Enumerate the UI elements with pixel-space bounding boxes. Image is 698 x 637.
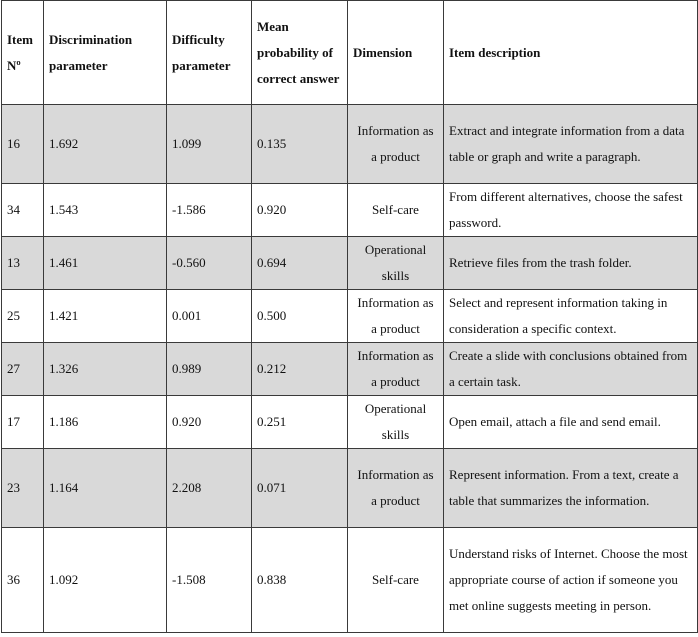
cell-difficulty: 0.001	[167, 290, 252, 343]
cell-difficulty: 2.208	[167, 449, 252, 528]
cell-discrimination: 1.543	[44, 184, 167, 237]
cell-dimension: Information as a product	[348, 290, 444, 343]
cell-mean-probability: 0.920	[252, 184, 348, 237]
cell-description: Select and represent information taking in consideration a specific context.	[444, 290, 698, 343]
table-row	[2, 237, 698, 290]
cell-difficulty: -0.560	[167, 237, 252, 290]
cell-mean-probability: 0.694	[252, 237, 348, 290]
cell-discrimination: 1.421	[44, 290, 167, 343]
header-discrimination: Discrimination parameter	[44, 1, 167, 105]
cell-description: From different alternatives, choose the safest password.	[444, 184, 698, 237]
table-row	[2, 105, 698, 184]
header-item-number: Item Nº	[2, 1, 44, 105]
table-row	[2, 449, 698, 528]
header-item-description: Item description	[444, 1, 698, 105]
cell-dimension: Self-care	[348, 184, 444, 237]
cell-discrimination: 1.692	[44, 105, 167, 184]
table-header-row	[2, 1, 698, 105]
cell-item: 34	[2, 184, 44, 237]
cell-dimension: Information as a product	[348, 343, 444, 396]
cell-item: 16	[2, 105, 44, 184]
cell-item: 27	[2, 343, 44, 396]
cell-mean-probability: 0.135	[252, 105, 348, 184]
cell-difficulty: -1.508	[167, 528, 252, 633]
cell-difficulty: 0.989	[167, 343, 252, 396]
cell-item: 13	[2, 237, 44, 290]
header-difficulty: Difficulty parameter	[167, 1, 252, 105]
table-row	[2, 396, 698, 449]
cell-description: Understand risks of Internet. Choose the most appropriate course of action if someone you met online suggests meeting in person.	[444, 528, 698, 633]
cell-description: Retrieve files from the trash folder.	[444, 237, 698, 290]
cell-difficulty: 0.920	[167, 396, 252, 449]
cell-dimension: Self-care	[348, 528, 444, 633]
cell-discrimination: 1.326	[44, 343, 167, 396]
cell-mean-probability: 0.251	[252, 396, 348, 449]
cell-mean-probability: 0.212	[252, 343, 348, 396]
header-mean-probability: Mean probability of correct answer	[252, 1, 348, 105]
cell-description: Extract and integrate information from a data table or graph and write a paragraph.	[444, 105, 698, 184]
cell-discrimination: 1.186	[44, 396, 167, 449]
table-row	[2, 343, 698, 396]
cell-description: Open email, attach a file and send email.	[444, 396, 698, 449]
cell-dimension: Information as a product	[348, 105, 444, 184]
table-row	[2, 528, 698, 633]
cell-item: 36	[2, 528, 44, 633]
cell-discrimination: 1.164	[44, 449, 167, 528]
cell-mean-probability: 0.071	[252, 449, 348, 528]
cell-description: Create a slide with conclusions obtained from a certain task.	[444, 343, 698, 396]
cell-item: 25	[2, 290, 44, 343]
cell-dimension: Operational skills	[348, 237, 444, 290]
cell-dimension: Information as a product	[348, 449, 444, 528]
table-row	[2, 184, 698, 237]
item-parameters-table	[1, 0, 698, 633]
cell-dimension: Operational skills	[348, 396, 444, 449]
cell-difficulty: 1.099	[167, 105, 252, 184]
cell-mean-probability: 0.500	[252, 290, 348, 343]
cell-mean-probability: 0.838	[252, 528, 348, 633]
cell-item: 23	[2, 449, 44, 528]
cell-discrimination: 1.092	[44, 528, 167, 633]
cell-discrimination: 1.461	[44, 237, 167, 290]
cell-item: 17	[2, 396, 44, 449]
cell-difficulty: -1.586	[167, 184, 252, 237]
header-dimension: Dimension	[348, 1, 444, 105]
cell-description: Represent information. From a text, create a table that summarizes the information.	[444, 449, 698, 528]
table-row	[2, 290, 698, 343]
